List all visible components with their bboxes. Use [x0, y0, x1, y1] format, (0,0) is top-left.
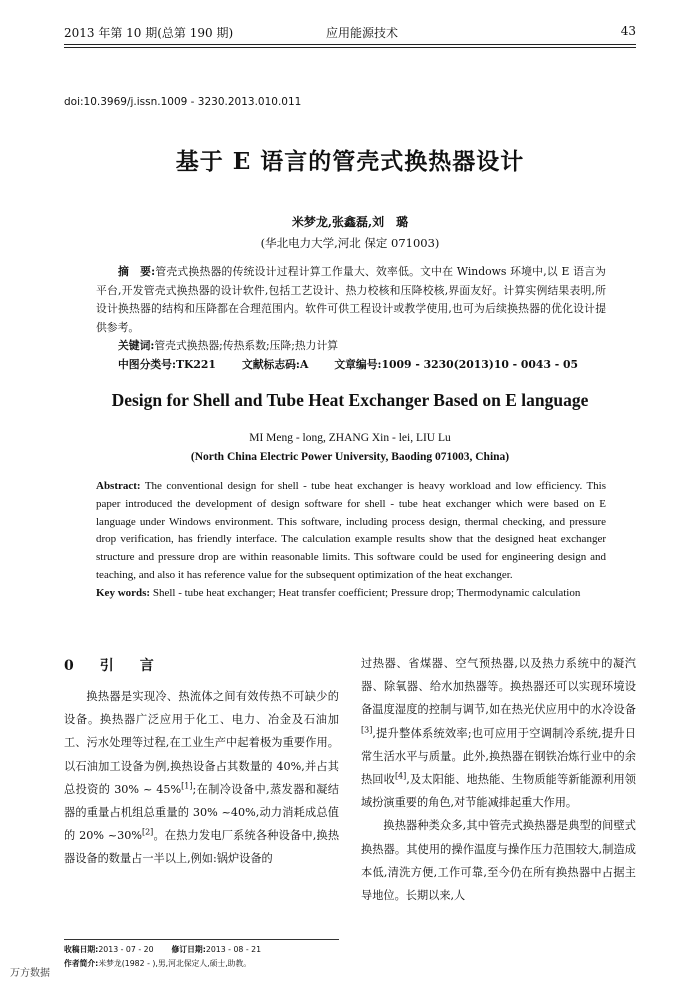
en-title: Design for Shell and Tube Heat Exchanger Based on E language [111, 390, 589, 410]
zh-title: 基于 E 语言的管壳式换热器设计 [175, 148, 525, 175]
zh-abstract-label: 摘 要: [118, 265, 156, 278]
issue-info: 2013 年第 10 期(总第 190 期) [64, 26, 234, 40]
article-label: 文章编号: [334, 357, 382, 371]
article-value: 1009 - 3230(2013)10 - 0043 - 05 [381, 357, 578, 371]
doccode-value: A [299, 357, 309, 371]
intro-paragraph-1-continued [361, 652, 636, 814]
en-authors: MI Meng - long, ZHANG Xin - lei, LIU Lu [249, 432, 451, 444]
zh-keywords-text: 管壳式换热器;传热系数;压降;热力计算 [154, 339, 339, 352]
doccode-label: 文献标志码: [241, 357, 300, 371]
clc-label: 中图分类号: [118, 357, 176, 371]
intro-paragraph-2: 换热器种类众多,其中管壳式换热器是典型的间壁式换热器。其使用的操作温度与操作压力范围较大,制造成本低,清洗方便,工作可靠,至今仍在所有换热器中占据主导地位。长期以来,人 [361, 819, 636, 903]
revised-label: 修订日期: [171, 945, 206, 954]
received-date: 2013 - 07 - 20 [98, 945, 154, 954]
clc-value: TK221 [175, 357, 216, 371]
en-affiliation: (North China Electric Power University, Baoding 071003, China) [190, 451, 510, 463]
en-abstract-label: Abstract: [96, 480, 141, 492]
citation-1: [1] [181, 781, 193, 791]
author-bio-label: 作者简介: [64, 959, 99, 968]
database-watermark: 万方数据 [10, 968, 50, 979]
zh-keywords [96, 337, 606, 356]
journal-name: 应用能源技术 [326, 26, 399, 40]
zh-abstract-text: 管壳式换热器的传统设计过程计算工作量大、效率低。文中在 Windows 环境中,以 E 语言为平台,开发管壳式换热器的设计软件,包括工艺设计、热力校核和压降校核,界面友好。计算实例结果表明,所设计换热器的结构和压降都在合理范围内。软件可供工程设计或教学使用,也可为后续换热器的优化设计提供参考。 [96, 265, 606, 334]
en-keywords-label: Key words: [96, 586, 151, 599]
page-number: 43 [620, 24, 636, 38]
revised-date: 2013 - 08 - 21 [205, 945, 262, 954]
running-header [64, 24, 636, 46]
received-label: 收稿日期: [64, 945, 99, 954]
header-rule-top [64, 44, 636, 45]
en-abstract [96, 478, 606, 603]
body-right-column [361, 652, 636, 907]
intro-text-part-2: ;在制冷设备中,蒸发器和凝结器的重量占机组总重量的 30% ~40%,动力消耗成总值的 20% ~30% [64, 782, 339, 843]
zh-authors: 米梦龙,张鑫磊,刘 璐 [291, 215, 409, 229]
zh-abstract [96, 263, 606, 374]
footnote-rule [64, 939, 339, 940]
citation-4: [4] [394, 771, 407, 781]
zh-classification-line [96, 356, 606, 375]
author-bio: 米梦龙(1982 - ),男,河北保定人,硕士,助教。 [98, 959, 252, 968]
doi: doi:10.3969/j.issn.1009 - 3230.2013.010.011 [64, 96, 302, 108]
footnote-author [64, 958, 339, 969]
header-rule-bottom [64, 47, 636, 48]
en-abstract-text: The conventional design for shell - tube heat exchanger is heavy workload and low efficiency. This paper introduced the development of design software for shell - tube heat exchanger which were based on E language under Windows environment. This software, including process design, thermal checking, and pressure drop verification, has friendly interface. The calculation example results show that the designed heat exchanger structure and pressure drop are within reasonable limits. This software could be used for engineering design and teaching, and also it has reference value for the subsequent optimization of the heat exchanger. [96, 480, 606, 581]
intro-text-part-1: 换热器是实现冷、热流体之间有效传热不可缺少的设备。换热器广泛应用于化工、电力、冶金及石油加工、污水处理等过程,在工业生产中起着极为重要作用。以石油加工设备为例,换热设备占其数量的 40%,并占其总投资的 30% ~ 45% [64, 690, 339, 796]
intro-paragraph-1 [64, 685, 339, 871]
en-keywords-text: Shell - tube heat exchanger; Heat transfer coefficient; Pressure drop; Thermodynamic calculation [152, 586, 581, 599]
intro-text-part-6: ,及太阳能、地热能、生物质能等新能源利用领域扮演重要的角色,对节能减排起重大作用。 [361, 773, 636, 810]
zh-affiliation: (华北电力大学,河北 保定 071003) [260, 236, 440, 250]
footnote-dates [64, 944, 339, 955]
intro-text-part-5: ,提升整体系统效率;也可应用于空调制冷系统,提升日常生活水平与质量。此外,换热器在钢铁冶炼行业中的余热回收 [361, 726, 636, 787]
zh-keywords-label: 关键词: [118, 339, 155, 352]
citation-3: [3] [361, 724, 373, 734]
intro-text-part-3: 。在热力发电厂系统各种设备中,换热器设备的数量占一半以上,例如:锅炉设备的 [64, 829, 340, 866]
en-abstract-paragraph [96, 478, 606, 585]
zh-abstract-paragraph [96, 263, 606, 337]
section-heading-introduction: 0 引 言 [64, 658, 160, 674]
intro-text-part-4: 过热器、省煤器、空气预热器,以及热力系统中的凝汽器、除氧器、给水加热器等。换热器还可以实现环境设备温度湿度的控制与调节,如在热光伏应用中的水冷设备 [361, 657, 636, 717]
body-left-column [64, 655, 339, 871]
en-keywords [96, 585, 606, 603]
citation-2: [2] [141, 827, 154, 837]
